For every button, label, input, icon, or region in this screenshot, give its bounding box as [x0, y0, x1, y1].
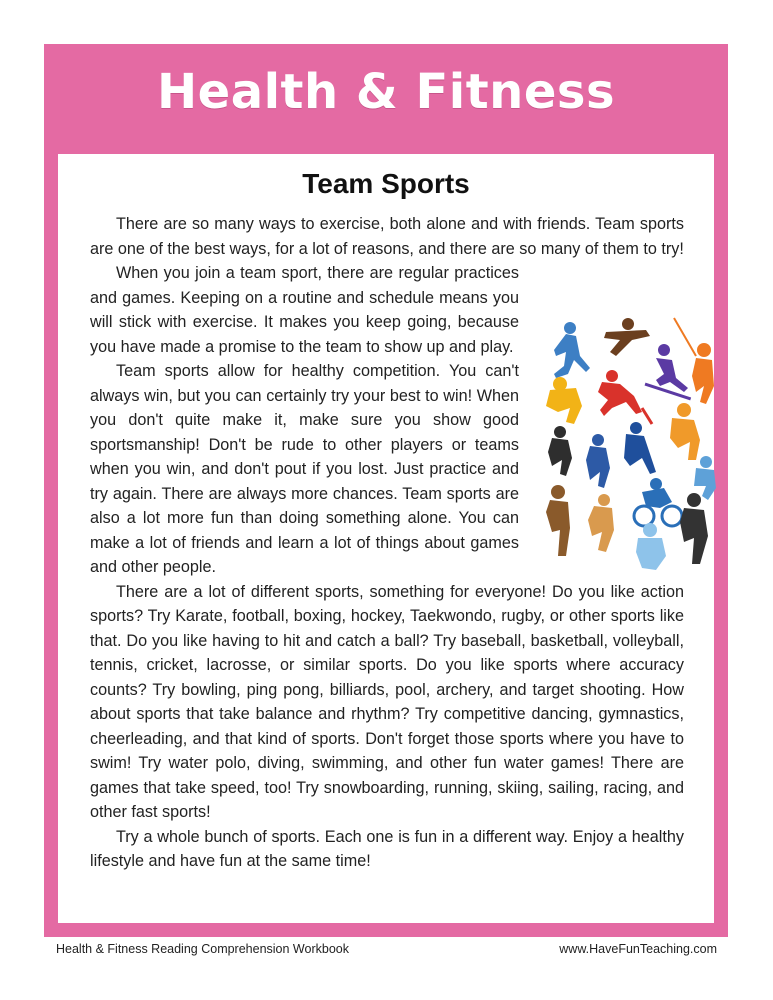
paragraph-2: When you join a team sport, there are regular practices and games. Keeping on a routine and schedule means you will stick with exercise. It makes you keep going, because you have made a promise to the team to show up and play.: [90, 264, 519, 356]
paragraph-1: There are so many ways to exercise, both alone and with friends. Team sports are one of the best ways, for a lot of reasons, and there are so many of them to try!: [90, 215, 684, 258]
paragraph-5: Try a whole bunch of sports. Each one is fun in a different way. Enjoy a healthy lifestyle and have fun at the same time!: [90, 827, 684, 870]
paragraph-3: Team sports allow for healthy competition. You can't always win, but you can certainly try your best to win! When you don't quite make it, make sure you show good sportsmanship! Don't be rude to other players or teams when you win, and don't pout if you lost. Just practice and try again. There are always more chances. Team sports are also a lot more fun than doing something alone. You can make a lot of friends and learn a lot of things about games and other people.: [90, 362, 519, 576]
page-frame: [44, 44, 728, 937]
content-panel: [58, 154, 714, 923]
footer-website: www.HaveFunTeaching.com: [559, 942, 717, 956]
footer-workbook-title: Health & Fitness Reading Comprehension Workbook: [56, 942, 349, 956]
article-title: Team Sports: [302, 168, 470, 199]
paragraph-4: There are a lot of different sports, something for everyone! Do you like action sports? Try Karate, football, boxing, hockey, Taekwondo, rugby, or other sports like that. Do you like having to hit and catch a ball? Try baseball, basketball, volleyball, tennis, cricket, lacrosse, or similar sports. Do you like sports where accuracy counts? Try bowling, ping pong, billiards, pool, archery, and target shooting. How about sports that take balance and rhythm? Try competitive dancing, gymnastics, cheerleading, and that kind of sports. Don't forget those sports where you have to swim! Try water polo, diving, swimming, and other fun water games! There are games that take speed, too! Try snowboarding, running, skiing, sailing, racing, and other fast sports!: [90, 582, 684, 821]
banner-title: Health & Fitness: [156, 64, 616, 120]
article-body: [90, 212, 684, 874]
